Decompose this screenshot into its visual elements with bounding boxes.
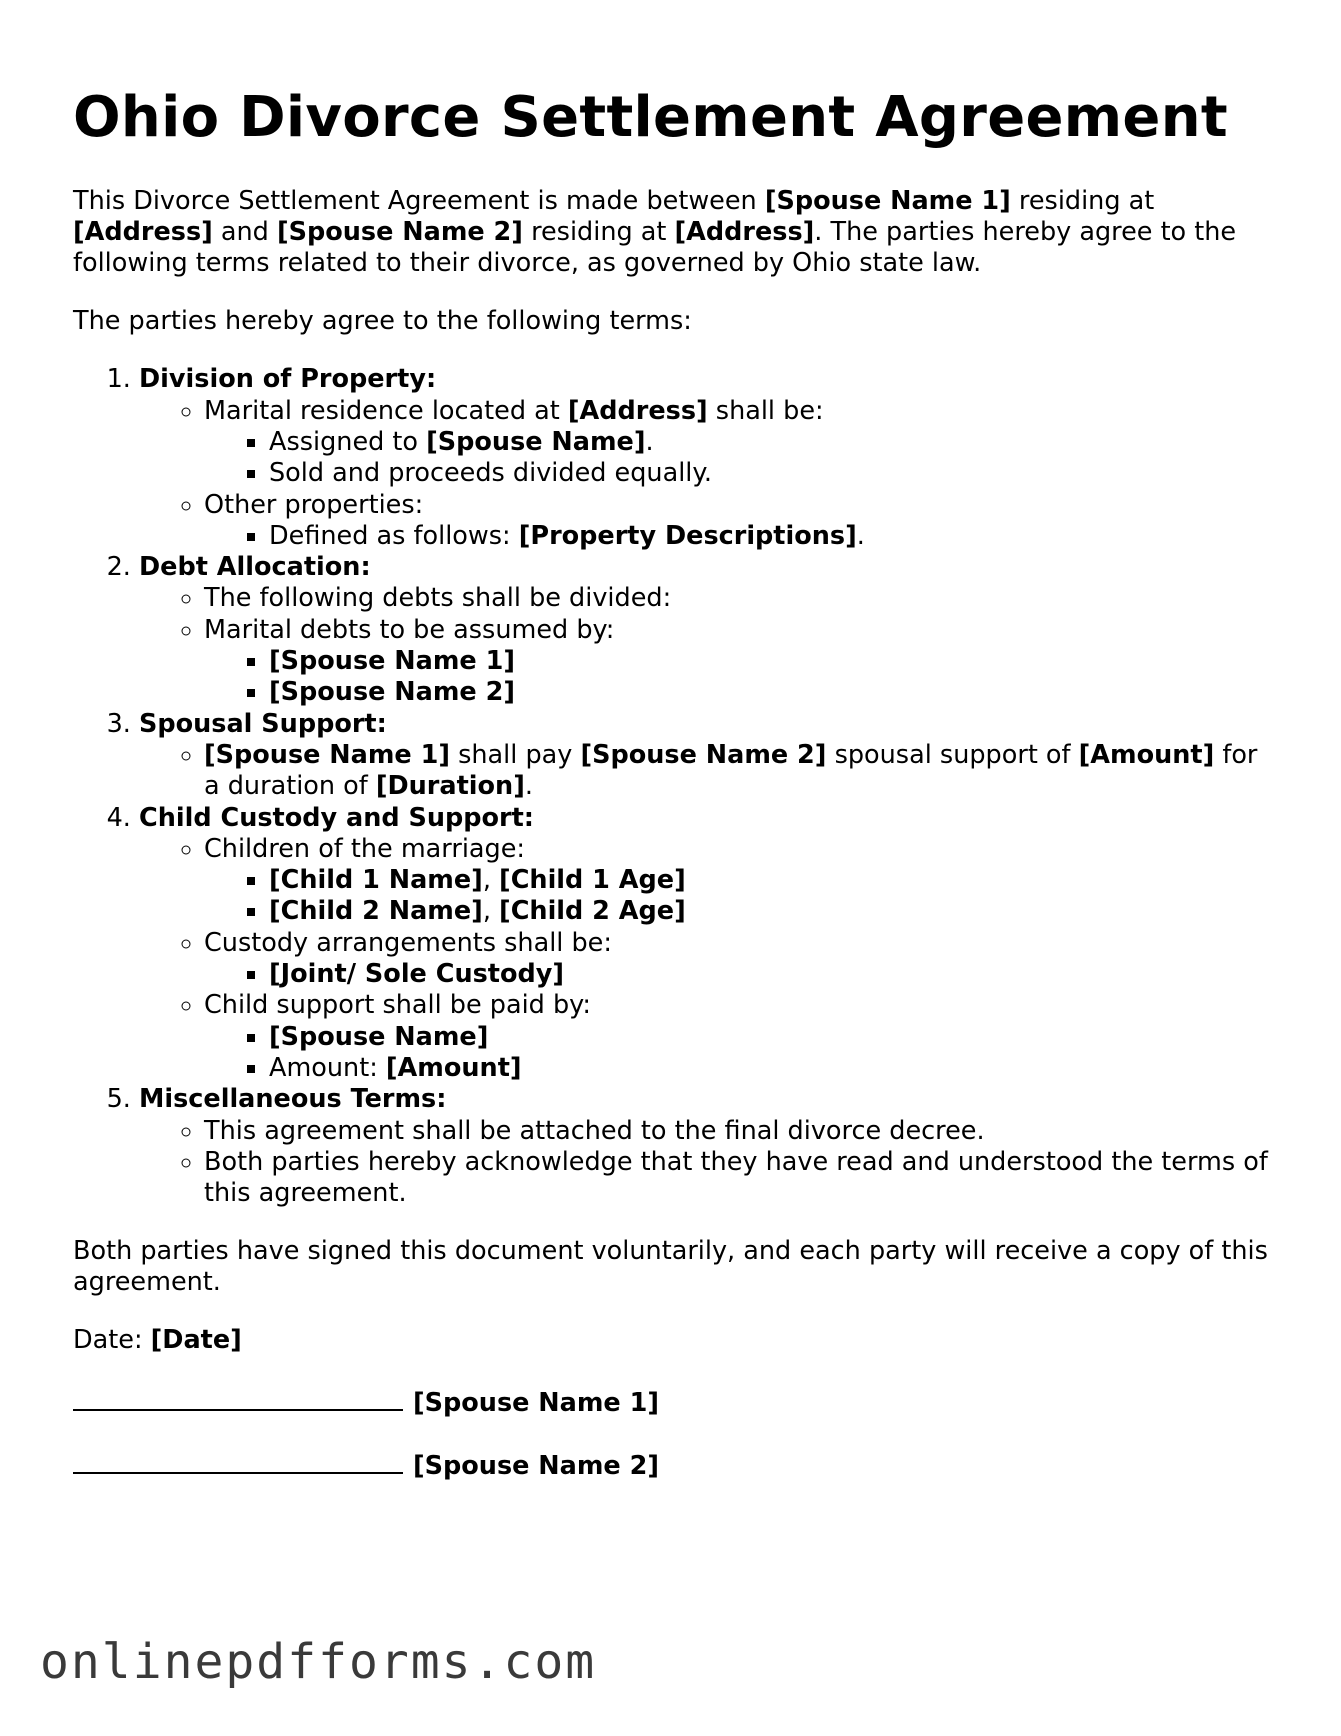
list-item: ▪ Sold and proceeds divided equally. <box>269 458 1273 489</box>
item-text: shall be: <box>707 395 824 426</box>
sub-sub-list <box>204 646 1273 709</box>
intro-text: residing at <box>522 217 675 248</box>
list-item <box>204 396 1273 490</box>
item-text: Child support shall be paid by: <box>204 990 591 1021</box>
spouse2-placeholder: [Spouse Name 2] <box>276 217 523 248</box>
item-text: Custody arrangements shall be: <box>204 927 612 958</box>
list-item: ◦ The following debts shall be divided: <box>204 583 1273 614</box>
item-text: . <box>524 771 533 802</box>
sub-list <box>139 1116 1273 1210</box>
child2-age-placeholder: [Child 2 Age] <box>499 896 686 927</box>
sub-list <box>139 834 1273 1084</box>
list-item <box>204 928 1273 991</box>
list-item <box>269 1053 1273 1084</box>
item-text: Amount: <box>269 1052 386 1083</box>
address2-placeholder: [Address] <box>674 217 815 248</box>
signature-name: [Spouse Name 1] <box>413 1388 659 1419</box>
spouse-placeholder: [Spouse Name] <box>426 426 646 457</box>
term-heading: Spousal Support: <box>139 708 387 739</box>
spouse2-placeholder: [Spouse Name 2] <box>580 739 827 770</box>
terms-list <box>73 364 1273 1209</box>
signature-blank <box>73 1446 403 1474</box>
date-label: Date: <box>73 1325 151 1356</box>
list-item <box>204 615 1273 709</box>
list-item: ◦ This agreement shall be attached to the final divorce decree. <box>204 1116 1273 1147</box>
child2-name-placeholder: [Child 2 Name] <box>269 896 483 927</box>
signature-line-1 <box>73 1383 1273 1419</box>
item-text: Marital residence located at <box>204 395 568 426</box>
term-spousal-support <box>139 709 1273 803</box>
sub-sub-list <box>204 1022 1273 1085</box>
custody-type-placeholder: [Joint/ Sole Custody] <box>269 959 565 990</box>
term-heading: Debt Allocation: <box>139 552 371 583</box>
sub-list <box>139 583 1273 708</box>
sub-sub-list <box>204 521 1273 552</box>
spouse2-placeholder: [Spouse Name 2] <box>269 677 515 708</box>
signature-line-2 <box>73 1446 1273 1482</box>
date-line <box>73 1325 1273 1356</box>
list-item <box>204 990 1273 1084</box>
intro-text: residing at <box>1010 186 1155 217</box>
child1-age-placeholder: [Child 1 Age] <box>499 865 686 896</box>
signature-name: [Spouse Name 2] <box>413 1451 659 1482</box>
spouse1-placeholder: [Spouse Name 1] <box>764 186 1011 217</box>
amount-placeholder: [Amount] <box>385 1052 522 1083</box>
term-debt-allocation <box>139 552 1273 708</box>
list-item <box>269 865 1273 896</box>
list-item <box>204 740 1273 803</box>
property-descriptions-placeholder: [Property Descriptions] <box>518 520 857 551</box>
list-item <box>269 646 1273 677</box>
term-heading: Child Custody and Support: <box>139 802 534 833</box>
sub-sub-list <box>204 865 1273 928</box>
address1-placeholder: [Address] <box>73 217 213 248</box>
list-item <box>204 834 1273 928</box>
signature-blank <box>73 1383 403 1411</box>
list-item <box>269 959 1273 990</box>
child1-name-placeholder: [Child 1 Name] <box>269 865 483 896</box>
term-miscellaneous <box>139 1084 1273 1209</box>
item-text: Other properties: <box>204 489 424 520</box>
list-item <box>269 1022 1273 1053</box>
date-placeholder: [Date] <box>150 1325 242 1356</box>
intro-paragraph <box>73 186 1273 279</box>
item-text: . <box>645 426 654 457</box>
list-item <box>269 427 1273 458</box>
item-text: spousal support of <box>826 739 1079 770</box>
amount-placeholder: [Amount] <box>1078 739 1215 770</box>
item-text: shall pay <box>450 739 581 770</box>
item-text: for a duration of <box>204 739 1258 802</box>
item-text: Children of the marriage: <box>204 833 526 864</box>
list-item: ◦ Both parties hereby acknowledge that they have read and understood the terms of this agreement. <box>204 1147 1273 1210</box>
term-heading: Miscellaneous Terms: <box>139 1084 447 1115</box>
list-item <box>269 896 1273 927</box>
item-text: Marital debts to be assumed by: <box>204 614 615 645</box>
document-title: Ohio Divorce Settlement Agreement <box>73 85 1228 150</box>
sub-list <box>139 740 1273 803</box>
sub-sub-list <box>204 959 1273 990</box>
term-child-custody-and-support <box>139 803 1273 1085</box>
list-item <box>204 490 1273 553</box>
spouse1-placeholder: [Spouse Name 1] <box>204 739 450 770</box>
terms-intro: The parties hereby agree to the following terms: <box>73 306 692 337</box>
list-item <box>269 521 1273 552</box>
intro-text: . The parties hereby agree to the following terms related to their divorce, as governed by Ohio state law. <box>73 217 1237 279</box>
sub-sub-list <box>204 427 1273 490</box>
address-placeholder: [Address] <box>567 395 708 426</box>
sub-list <box>139 396 1273 552</box>
spouse1-placeholder: [Spouse Name 1] <box>269 646 515 677</box>
item-text: Defined as follows: <box>269 520 519 551</box>
list-item <box>269 677 1273 708</box>
spouse-placeholder: [Spouse Name] <box>269 1021 489 1052</box>
document-page <box>73 86 1273 1509</box>
watermark: onlinepdfforms.com <box>40 1634 597 1690</box>
separator: , <box>482 865 500 896</box>
item-text: . <box>856 520 865 551</box>
intro-text: and <box>212 217 277 248</box>
duration-placeholder: [Duration] <box>375 771 525 802</box>
item-text: Assigned to <box>269 426 427 457</box>
separator: , <box>482 896 500 927</box>
term-division-of-property <box>139 364 1273 552</box>
term-heading: Division of Property: <box>139 364 437 395</box>
closing-paragraph: Both parties have signed this document voluntarily, and each party will receive a copy of this agreement. <box>73 1236 1268 1298</box>
intro-text: This Divorce Settlement Agreement is made between <box>73 186 765 217</box>
